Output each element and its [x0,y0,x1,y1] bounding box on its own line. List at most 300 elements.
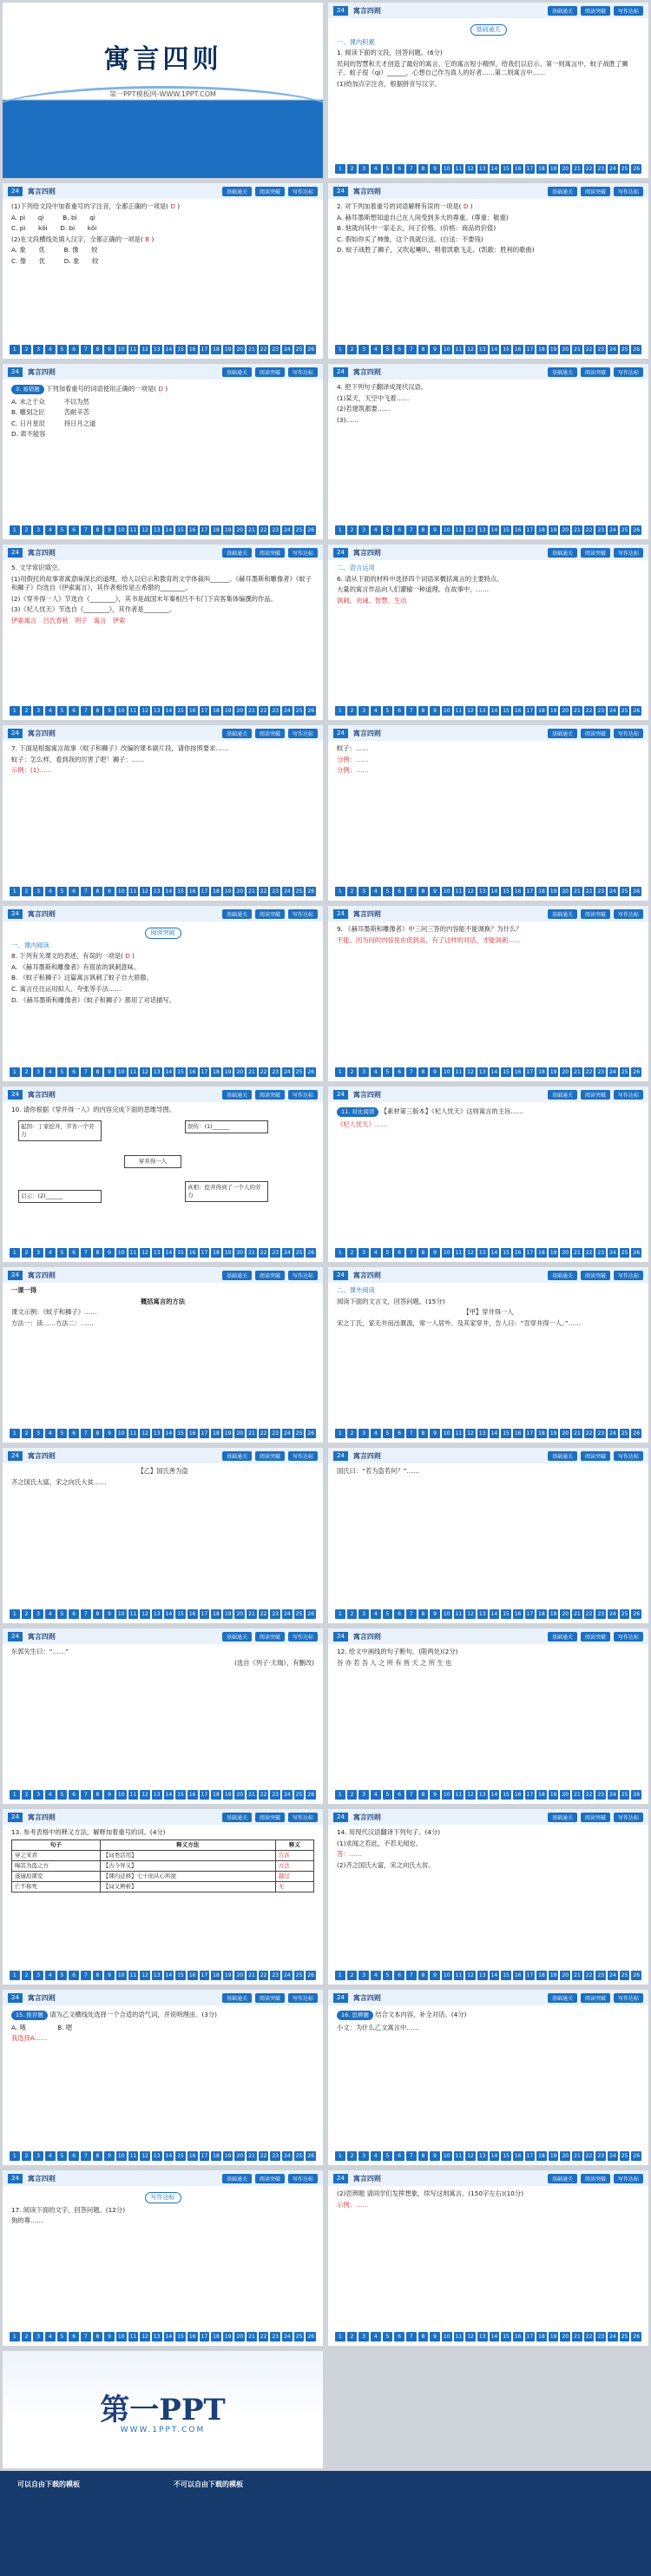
pager-item[interactable]: 15 [501,2151,511,2161]
pager-item[interactable]: 12 [140,2151,150,2161]
pager-item[interactable]: 2 [22,1067,32,1077]
pager-item[interactable]: 4 [45,2332,56,2342]
pager-item[interactable]: 11 [128,1429,139,1438]
pager-item[interactable]: 11 [454,1429,464,1438]
tab-writing[interactable]: 写作达标 [614,367,643,377]
pager-item[interactable]: 4 [371,1429,381,1438]
pager-item[interactable]: 6 [69,2332,79,2342]
pager-item[interactable]: 21 [572,887,582,896]
pager-item[interactable]: 14 [164,2332,174,2342]
pager-item[interactable]: 21 [247,345,257,354]
pager-item[interactable]: 11 [128,2151,139,2161]
pager-item[interactable]: 1 [10,345,20,354]
pager-item[interactable]: 15 [501,1790,511,1800]
pager-item[interactable]: 15 [175,1971,186,1980]
pager-item[interactable]: 1 [10,887,20,896]
pager-item[interactable]: 2 [22,525,32,535]
pager-item[interactable]: 18 [211,1248,221,1258]
pager-item[interactable]: 16 [187,1971,198,1980]
pager-item[interactable]: 19 [549,164,559,174]
pager-item[interactable]: 22 [584,2151,595,2161]
pager-item[interactable]: 21 [572,1429,582,1438]
pager-item[interactable]: 15 [501,525,511,535]
slide-cover[interactable] [3,3,323,178]
tab-reading[interactable]: 阅读突破 [581,6,610,16]
pager-item[interactable]: 15 [501,887,511,896]
pager-item[interactable]: 20 [234,1609,245,1619]
pager-item[interactable]: 22 [259,2151,269,2161]
pager-item[interactable]: 13 [477,1067,488,1077]
pager-item[interactable]: 13 [477,887,488,896]
slide-5[interactable]: 24 寓言四则 基础通关 阅读突破 写作达标 3. 易错题 下列加着重号的词语使用正确的一项是( D ) A. 未之于众 不以为然 B. 雕刻之匠 苦耐辛苦 C. 日月星辰 持日月之道 D. 肃不能容 1 2 3 4 5 6 7 8 9 10 11 12 13 14 15 16 17 18 19 20 21 22 23 24 25 26 [3,364,323,539]
pager-item[interactable]: 26 [306,525,316,535]
pager-item[interactable]: 9 [104,345,115,354]
pager-item[interactable]: 22 [584,1429,595,1438]
pager-item[interactable]: 1 [335,1790,345,1800]
pager-item[interactable]: 25 [294,2151,305,2161]
pager-item[interactable]: 16 [187,345,198,354]
pager-item[interactable]: 18 [536,1429,547,1438]
tab-basic[interactable]: 基础通关 [222,2174,252,2183]
pager-item[interactable]: 1 [335,525,345,535]
pager-item[interactable]: 1 [335,1971,345,1980]
pager-item[interactable]: 22 [259,1067,269,1077]
pager-item[interactable]: 9 [430,2332,440,2342]
pager-item[interactable]: 22 [259,706,269,716]
pager-item[interactable]: 13 [477,1971,488,1980]
slide-24[interactable] [328,1990,648,2165]
pager-item[interactable]: 3 [33,1067,43,1077]
pager-item[interactable]: 10 [116,525,127,535]
slide-7[interactable] [3,545,323,720]
pager-item[interactable]: 14 [490,1248,500,1258]
slide-21[interactable] [3,1809,323,1985]
pager-item[interactable]: 24 [608,887,618,896]
pager-item[interactable]: 1 [10,2332,20,2342]
pager-item[interactable]: 7 [406,706,417,716]
slide-9[interactable] [3,725,323,901]
pager-item[interactable]: 3 [358,1609,369,1619]
pager-item[interactable]: 8 [93,887,103,896]
pager-item[interactable]: 18 [211,1067,221,1077]
pager-item[interactable]: 21 [572,1790,582,1800]
pager-item[interactable]: 23 [270,1609,280,1619]
pager-item[interactable]: 26 [306,887,316,896]
pager-item[interactable]: 24 [282,345,293,354]
pager-item[interactable]: 9 [430,706,440,716]
pager-item[interactable]: 1 [335,2151,345,2161]
pager-item[interactable]: 17 [200,1248,210,1258]
pager-item[interactable]: 14 [490,1067,500,1077]
pager-item[interactable]: 13 [477,164,488,174]
pager-item[interactable]: 14 [490,887,500,896]
pager-item[interactable]: 20 [234,2332,245,2342]
pager-item[interactable]: 8 [418,1248,429,1258]
pager-item[interactable]: 20 [560,1971,570,1980]
pager-item[interactable]: 26 [631,1609,641,1619]
pager-item[interactable]: 9 [104,1067,115,1077]
pager-item[interactable]: 17 [200,2151,210,2161]
pager-item[interactable]: 8 [93,1067,103,1077]
pager-item[interactable]: 7 [81,2151,91,2161]
pager-item[interactable]: 25 [294,2332,305,2342]
pager-item[interactable]: 6 [394,164,404,174]
pager-item[interactable]: 21 [572,706,582,716]
tab-basic[interactable]: 基础通关 [548,6,577,16]
pager-item[interactable]: 18 [211,1429,221,1438]
pager-item[interactable]: 6 [394,2151,404,2161]
pager-item[interactable]: 15 [175,1429,186,1438]
pager-item[interactable]: 14 [164,1609,174,1619]
pager-item[interactable]: 11 [454,525,464,535]
tab-reading[interactable]: 阅读突破 [255,1451,285,1461]
pager-item[interactable]: 15 [175,345,186,354]
pager-item[interactable]: 3 [358,706,369,716]
pager-item[interactable]: 25 [620,1609,630,1619]
tab-writing[interactable]: 写作达标 [614,1632,643,1641]
tab-basic[interactable]: 基础通关 [548,1813,577,1822]
pager-item[interactable]: 25 [294,1609,305,1619]
pager-item[interactable]: 1 [10,1971,20,1980]
pager-item[interactable]: 13 [477,1248,488,1258]
tab-basic[interactable]: 基础通关 [222,548,252,558]
pager-item[interactable]: 4 [371,1971,381,1980]
pager-item[interactable]: 1 [335,887,345,896]
pager-item[interactable]: 4 [371,2332,381,2342]
pager-item[interactable]: 15 [501,1429,511,1438]
pager-item[interactable]: 23 [270,2151,280,2161]
pager-item[interactable]: 22 [584,1790,595,1800]
pager-item[interactable]: 12 [465,1248,476,1258]
pager-item[interactable]: 3 [358,1067,369,1077]
pager-item[interactable]: 26 [306,1609,316,1619]
pager-item[interactable]: 6 [69,1971,79,1980]
pager-item[interactable]: 17 [525,706,536,716]
pager-item[interactable]: 20 [560,706,570,716]
pager-item[interactable]: 15 [175,1790,186,1800]
pager-item[interactable]: 25 [620,164,630,174]
tab-reading[interactable]: 阅读突破 [581,1813,610,1822]
pager-item[interactable]: 5 [57,1248,68,1258]
pager-item[interactable]: 22 [259,1429,269,1438]
pager-item[interactable]: 23 [595,1248,606,1258]
pager-item[interactable]: 9 [430,1609,440,1619]
pager-item[interactable]: 13 [477,2332,488,2342]
pager-item[interactable]: 23 [595,1790,606,1800]
pager-item[interactable]: 7 [81,1790,91,1800]
pager-item[interactable]: 25 [620,887,630,896]
pager-item[interactable]: 16 [513,1971,523,1980]
pager-item[interactable]: 12 [465,525,476,535]
pager-item[interactable]: 8 [93,525,103,535]
pager-item[interactable]: 12 [140,1609,150,1619]
pager-item[interactable]: 10 [116,1609,127,1619]
pager-item[interactable]: 6 [69,2151,79,2161]
pager-item[interactable]: 11 [128,1971,139,1980]
pager-item[interactable]: 13 [477,2151,488,2161]
pager-item[interactable]: 25 [620,1248,630,1258]
pager-item[interactable]: 16 [187,1248,198,1258]
pager-item[interactable]: 15 [501,706,511,716]
pager-item[interactable]: 17 [525,345,536,354]
pager-item[interactable]: 9 [430,1971,440,1980]
tab-basic[interactable]: 基础通关 [548,1632,577,1641]
pager-item[interactable]: 14 [164,887,174,896]
pager-item[interactable]: 8 [418,1790,429,1800]
pager-item[interactable]: 8 [93,2332,103,2342]
pager-item[interactable]: 6 [69,1429,79,1438]
pager-item[interactable]: 16 [187,2151,198,2161]
tab-reading[interactable]: 阅读突破 [255,909,285,919]
pager-item[interactable]: 5 [57,1067,68,1077]
pager-item[interactable]: 7 [81,345,91,354]
pager-item[interactable]: 25 [294,1790,305,1800]
pager-item[interactable]: 2 [22,1790,32,1800]
pager-item[interactable]: 11 [128,1790,139,1800]
slide-17[interactable] [3,1448,323,1623]
pager-item[interactable]: 4 [45,887,56,896]
pager-item[interactable]: 24 [608,2151,618,2161]
tab-writing[interactable]: 写作达标 [614,548,643,558]
pager-item[interactable]: 24 [608,1971,618,1980]
pager-item[interactable]: 26 [631,1971,641,1980]
pager-item[interactable]: 11 [454,1067,464,1077]
pager-item[interactable]: 16 [513,2151,523,2161]
pager-item[interactable]: 16 [187,1790,198,1800]
pager-item[interactable]: 15 [175,1609,186,1619]
pager-item[interactable]: 19 [549,1067,559,1077]
pager-item[interactable]: 14 [490,345,500,354]
pager-item[interactable]: 4 [371,706,381,716]
tab-basic[interactable]: 基础通关 [548,187,577,196]
pager-item[interactable]: 11 [454,1609,464,1619]
pager-item[interactable]: 16 [187,2332,198,2342]
pager-item[interactable]: 24 [608,2332,618,2342]
pager-item[interactable]: 23 [270,345,280,354]
pager-item[interactable]: 4 [45,1790,56,1800]
pager-item[interactable]: 10 [442,525,452,535]
tab-basic[interactable]: 基础通关 [222,909,252,919]
pager-item[interactable]: 13 [152,345,162,354]
pager-item[interactable]: 23 [595,1429,606,1438]
pager-item[interactable]: 24 [608,1429,618,1438]
pager-item[interactable]: 24 [282,1248,293,1258]
pager-item[interactable]: 17 [525,1429,536,1438]
pager-item[interactable]: 5 [57,1971,68,1980]
pager-item[interactable]: 26 [631,1067,641,1077]
pager-item[interactable]: 17 [200,1790,210,1800]
pager-item[interactable]: 25 [620,345,630,354]
pager-item[interactable]: 2 [347,1067,358,1077]
tab-writing[interactable]: 写作达标 [288,729,318,738]
tab-writing[interactable]: 写作达标 [288,1993,318,2003]
pager-item[interactable]: 12 [140,1790,150,1800]
tab-reading[interactable]: 阅读突破 [581,1090,610,1100]
pager-item[interactable]: 3 [358,2332,369,2342]
pager-item[interactable]: 5 [57,1429,68,1438]
pager-item[interactable]: 18 [536,164,547,174]
pager-item[interactable]: 14 [164,345,174,354]
pager-item[interactable]: 4 [45,1971,56,1980]
pager-item[interactable]: 24 [608,164,618,174]
pager-item[interactable]: 24 [282,1067,293,1077]
pager-item[interactable]: 15 [501,1248,511,1258]
pager-item[interactable]: 25 [294,1429,305,1438]
pager-item[interactable]: 6 [394,1067,404,1077]
pager-item[interactable]: 10 [116,1248,127,1258]
pager-item[interactable]: 20 [234,1248,245,1258]
pager-item[interactable]: 21 [572,2332,582,2342]
pager-item[interactable]: 21 [247,1790,257,1800]
pager-item[interactable]: 25 [294,525,305,535]
pager-item[interactable]: 8 [418,525,429,535]
tab-writing[interactable]: 写作达标 [288,367,318,377]
pager-item[interactable]: 22 [584,2332,595,2342]
pager-item[interactable]: 26 [631,2151,641,2161]
slide-2[interactable] [328,3,648,178]
slide-3[interactable]: 24 寓言四则 基础通关 阅读突破 写作达标 (1)下列给文段中加着重号的字注音，全都正确的一项是( D ) A. pì qì B. bì qì C. pì kǒi D. bì kǒi (2)在文段横线处填入汉字，全都正确的一项是( B ) A. 象 优 B. 像 较 C. 像 优 D. 象 较 1 2 3 4 5 6 7 8 9 10 11 12 13 14 15 16 17 18 19 20 21 22 23 24 25 26 [3,183,323,359]
pager-item[interactable]: 17 [525,2151,536,2161]
pager-item[interactable]: 18 [211,525,221,535]
pager-item[interactable]: 4 [371,164,381,174]
pager-item[interactable]: 5 [383,1248,393,1258]
pager-item[interactable]: 24 [282,1609,293,1619]
pager-item[interactable]: 25 [620,1790,630,1800]
slide-logo[interactable] [3,2351,323,2468]
pager-item[interactable]: 2 [347,1429,358,1438]
pager-item[interactable]: 8 [93,1971,103,1980]
pager-item[interactable]: 1 [10,1609,20,1619]
pager-item[interactable]: 2 [347,887,358,896]
pager-item[interactable]: 15 [175,2332,186,2342]
pager-item[interactable]: 23 [270,2332,280,2342]
tab-reading[interactable]: 阅读突破 [581,1632,610,1641]
pager-item[interactable]: 17 [525,1790,536,1800]
pager-item[interactable]: 13 [152,1971,162,1980]
tab-writing[interactable]: 写作达标 [288,548,318,558]
pager-item[interactable]: 18 [536,525,547,535]
pager-item[interactable]: 4 [371,1609,381,1619]
slide-26[interactable] [328,2170,648,2346]
pager-item[interactable]: 21 [572,2151,582,2161]
pager-item[interactable]: 3 [358,887,369,896]
pager-item[interactable]: 3 [33,2332,43,2342]
pager-item[interactable]: 9 [430,2151,440,2161]
tab-reading[interactable]: 阅读突破 [255,1090,285,1100]
pager-item[interactable]: 20 [560,1609,570,1619]
pager-item[interactable]: 19 [549,1971,559,1980]
slide-23[interactable] [3,1990,323,2165]
pager-item[interactable]: 18 [536,2332,547,2342]
pager-item[interactable]: 26 [631,1790,641,1800]
pager-item[interactable]: 20 [234,345,245,354]
pager-item[interactable]: 11 [454,345,464,354]
pager-item[interactable]: 19 [549,2332,559,2342]
pager-item[interactable]: 1 [335,164,345,174]
pager-item[interactable]: 1 [335,1429,345,1438]
pager-item[interactable]: 21 [247,1971,257,1980]
pager-item[interactable]: 11 [128,887,139,896]
pager-item[interactable]: 2 [22,1429,32,1438]
pager-item[interactable]: 24 [282,1790,293,1800]
pager-item[interactable]: 6 [69,887,79,896]
pager-item[interactable]: 10 [116,2332,127,2342]
pager-item[interactable]: 21 [572,345,582,354]
pager-item[interactable]: 2 [347,2151,358,2161]
pager-item[interactable]: 19 [223,2151,233,2161]
pager-item[interactable]: 2 [22,345,32,354]
pager-item[interactable]: 20 [560,1790,570,1800]
pager-item[interactable]: 1 [10,525,20,535]
pager-item[interactable]: 25 [294,1067,305,1077]
tab-reading[interactable]: 阅读突破 [255,548,285,558]
pager-item[interactable]: 3 [358,1790,369,1800]
pager-item[interactable]: 7 [81,887,91,896]
pager-item[interactable]: 11 [128,1067,139,1077]
pager-item[interactable]: 16 [187,706,198,716]
pager-item[interactable]: 15 [501,2332,511,2342]
pager-item[interactable]: 26 [306,2151,316,2161]
pager-item[interactable]: 6 [394,345,404,354]
tab-reading[interactable]: 阅读突破 [581,2174,610,2183]
slide-14[interactable] [328,1087,648,1262]
pager-item[interactable]: 13 [477,525,488,535]
pager-item[interactable]: 2 [347,1790,358,1800]
pager-item[interactable]: 18 [536,1790,547,1800]
pager-item[interactable]: 12 [140,887,150,896]
pager-item[interactable]: 16 [187,1609,198,1619]
pager-item[interactable]: 21 [572,1609,582,1619]
pager-item[interactable]: 18 [211,1971,221,1980]
pager-item[interactable]: 18 [536,345,547,354]
pager-item[interactable]: 16 [187,887,198,896]
pager-item[interactable]: 3 [33,525,43,535]
pager-item[interactable]: 3 [358,1429,369,1438]
pager-item[interactable]: 8 [93,1248,103,1258]
pager-item[interactable]: 4 [371,1248,381,1258]
pager-item[interactable]: 14 [490,1429,500,1438]
pager-item[interactable]: 19 [223,1067,233,1077]
pager-item[interactable]: 22 [584,1248,595,1258]
slide-8[interactable] [328,545,648,720]
pager-item[interactable]: 23 [595,2332,606,2342]
pager-item[interactable]: 6 [69,1248,79,1258]
pager-item[interactable]: 9 [430,1790,440,1800]
pager-item[interactable]: 19 [223,2332,233,2342]
pager-item[interactable]: 5 [383,887,393,896]
pager-item[interactable]: 9 [430,1067,440,1077]
pager-item[interactable]: 25 [620,706,630,716]
pager-item[interactable]: 26 [631,1429,641,1438]
pager-item[interactable]: 6 [394,525,404,535]
tab-reading[interactable]: 阅读突破 [581,729,610,738]
pager-item[interactable]: 9 [104,1790,115,1800]
slide-22[interactable] [328,1809,648,1985]
pager-item[interactable]: 4 [371,2151,381,2161]
pager-item[interactable]: 5 [383,1790,393,1800]
pager-item[interactable]: 6 [69,525,79,535]
pager-item[interactable]: 6 [394,706,404,716]
pager-item[interactable]: 17 [525,1609,536,1619]
pager-item[interactable]: 4 [371,1790,381,1800]
pager-item[interactable]: 16 [513,2332,523,2342]
pager-item[interactable]: 26 [306,1429,316,1438]
pager-item[interactable]: 25 [620,1971,630,1980]
slide-10[interactable] [328,725,648,901]
pager-item[interactable]: 13 [152,1067,162,1077]
pager-item[interactable]: 10 [442,887,452,896]
pager-item[interactable]: 17 [200,525,210,535]
